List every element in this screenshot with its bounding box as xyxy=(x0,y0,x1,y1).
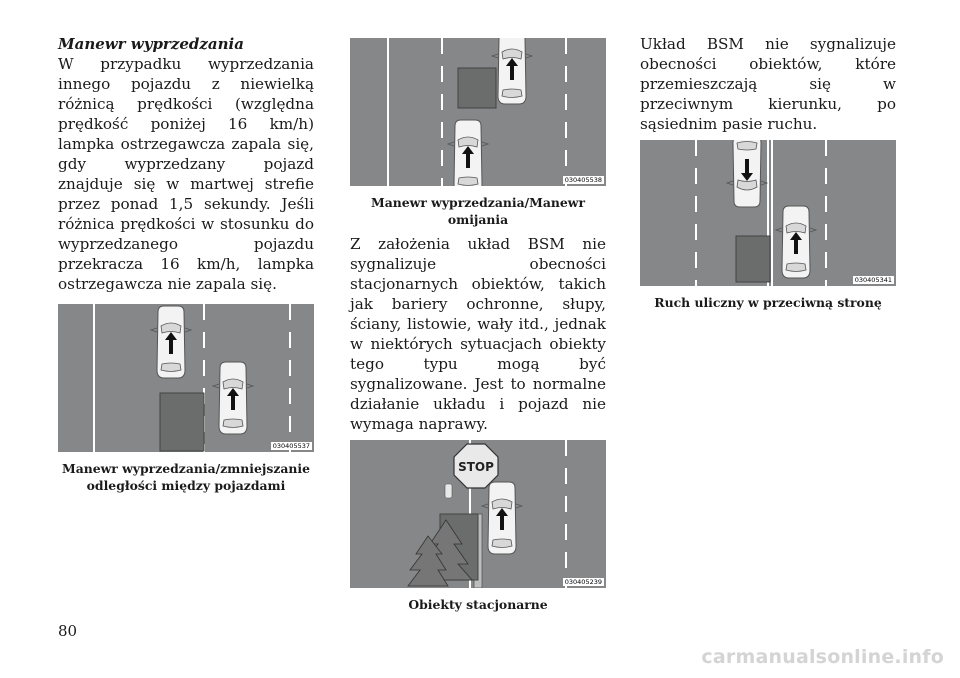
column-3 xyxy=(640,34,896,311)
figure-code: 030405537 xyxy=(272,442,310,450)
figure-code: 030405538 xyxy=(564,176,602,184)
page-number: 80 xyxy=(58,622,78,640)
overtaking-paragraph: W przypadku wyprzedzania innego pojazdu z niewielką różnicą prędkości (względna prędkość poniżej 16 km/h) lampka ostrzegawcza zapala się, gdy wyprzedzany pojazd znajduje się w martwej strefie przez ponad 1,5 sekundy. Jeśli różnica prędkości w stosunku do wyprzedzanego pojazdu przekracza 16 km/h, lampka ostrzegawcza nie zapala się. xyxy=(58,55,314,293)
road-diagram xyxy=(350,440,606,588)
road-diagram xyxy=(58,304,314,452)
stationary-objects-paragraph: Z założenia układ BSM nie sygnalizuje obecności stacjonarnych obiektów, takich jak bariery ochronne, słupy, ściany, listowie, wały itd., jednak w niektórych sytuacjach obiekty tego typu mogą być sygnalizowane. Jest to normalne działanie układu i pojazd nie wymaga naprawy. xyxy=(350,235,606,433)
figure-overtaking-closing xyxy=(58,304,314,452)
figure-caption: Ruch uliczny w przeciwną stronę xyxy=(654,295,882,310)
blind-spot-zone xyxy=(458,68,496,108)
road-diagram xyxy=(640,140,896,286)
figure-caption: Obiekty stacjonarne xyxy=(408,597,548,612)
figure-stationary-objects xyxy=(350,440,606,588)
section-heading: Manewr wyprzedzania xyxy=(58,35,244,53)
blind-spot-zone xyxy=(736,236,770,282)
bollard xyxy=(445,484,452,498)
column-2 xyxy=(350,38,606,613)
figure-code: 030405341 xyxy=(854,276,892,284)
figure-opposite-traffic xyxy=(640,140,896,286)
caption-line-1: Manewr wyprzedzania/zmniejszanie xyxy=(62,461,310,476)
watermark-text: carmanualsonline.info xyxy=(701,646,944,668)
road-diagram xyxy=(350,38,606,186)
figure-overtaking-passing xyxy=(350,38,606,186)
opposite-traffic-paragraph: Układ BSM nie sygnalizuje obecności obiektów, które przemieszczają się w przeciwnym kierunku, po sąsiednim pasie ruchu. xyxy=(640,35,896,133)
caption-line-2: odległości między pojazdami xyxy=(86,478,286,493)
stop-sign-text: STOP xyxy=(458,460,494,474)
figure-code: 030405239 xyxy=(564,578,602,586)
blind-spot-zone xyxy=(160,393,204,451)
column-1 xyxy=(58,34,314,494)
figure-caption: Manewr wyprzedzania/Manewr omijania xyxy=(371,195,585,227)
figure-caption xyxy=(58,460,314,494)
